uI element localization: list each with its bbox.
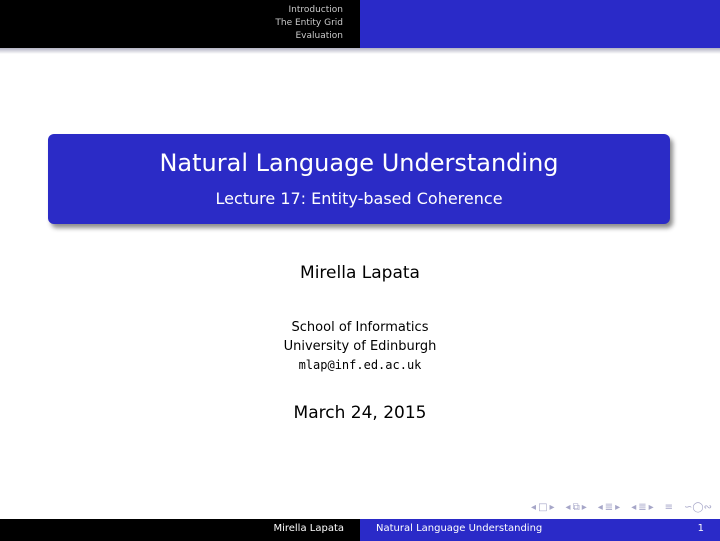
slide-prev-arrow-icon[interactable]: ◂ — [531, 502, 537, 513]
nav-section-entity-grid[interactable]: The Entity Grid — [275, 18, 343, 28]
title-block — [48, 134, 670, 224]
search-icon[interactable]: ∽◯∾ — [684, 502, 712, 513]
slide-next-arrow-icon[interactable]: ▸ — [549, 502, 555, 513]
frame-next-arrow-icon[interactable]: ▸ — [581, 502, 587, 513]
institute-block — [0, 318, 720, 375]
footer-left-panel — [0, 519, 360, 541]
footer-bar — [0, 519, 720, 541]
subsection-next-arrow-icon[interactable]: ▸ — [615, 502, 621, 513]
header-bar — [0, 0, 720, 48]
nav-section-introduction[interactable]: Introduction — [288, 5, 343, 15]
header-shadow — [0, 48, 720, 54]
footer-author: Mirella Lapata — [273, 523, 344, 534]
footer-title: Natural Language Understanding — [376, 523, 543, 534]
nav-section-evaluation[interactable]: Evaluation — [295, 31, 343, 41]
presentation-title: Natural Language Understanding — [159, 149, 559, 177]
presentation-subtitle: Lecture 17: Entity-based Coherence — [215, 189, 503, 208]
document-icon[interactable]: ≡ — [664, 502, 674, 513]
institute-university: University of Edinburgh — [283, 339, 437, 354]
frame-prev-arrow-icon[interactable]: ◂ — [565, 502, 571, 513]
author-name: Mirella Lapata — [300, 263, 420, 283]
section-icon[interactable]: ≣ — [638, 502, 647, 513]
presentation-date: March 24, 2015 — [293, 403, 427, 423]
footer-page-number: 1 — [697, 523, 704, 534]
header-left-panel — [0, 0, 360, 48]
subsection-icon[interactable]: ≣ — [604, 502, 614, 513]
header-right-panel — [360, 0, 720, 48]
section-prev-arrow-icon[interactable]: ◂ — [631, 502, 637, 513]
slide-icon[interactable]: □ — [538, 502, 548, 513]
institute-school: School of Informatics — [291, 320, 429, 335]
navigation-symbols — [531, 501, 712, 515]
frame-icon[interactable]: ⧉ — [572, 502, 580, 513]
author-email: mlap@inf.ed.ac.uk — [298, 358, 422, 372]
section-navigation — [275, 4, 343, 43]
section-next-arrow-icon[interactable]: ▸ — [648, 502, 654, 513]
subsection-prev-arrow-icon[interactable]: ◂ — [597, 502, 603, 513]
footer-right-panel — [360, 519, 720, 541]
